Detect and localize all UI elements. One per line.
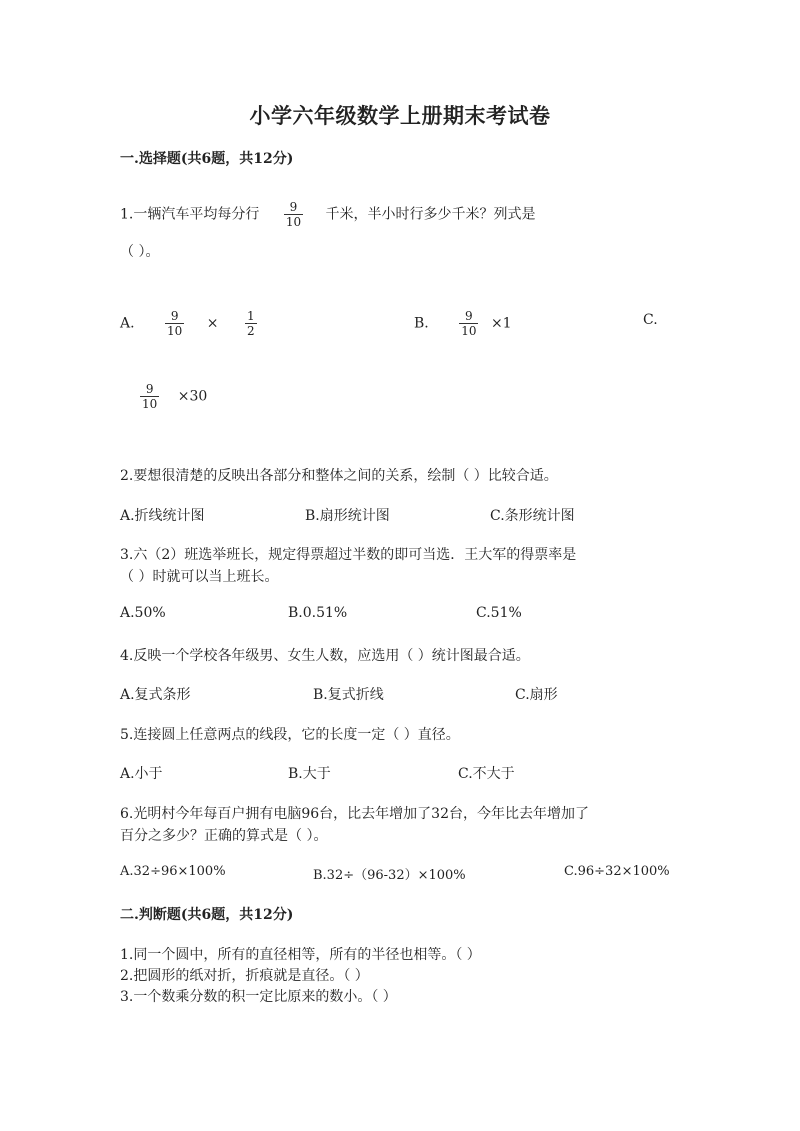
question-1-suffix: 千米，半小时行多少千米？列式是 <box>325 206 536 223</box>
question-3-line-2: （ ）时就可以当上班长。 <box>120 569 279 585</box>
question-3: 3.六（2）班选举班长，规定得票超过半数的即可当选．王大军的得票率是 <box>120 547 577 563</box>
question-1 <box>120 200 536 229</box>
fraction <box>165 309 184 338</box>
option-a[interactable]: A.复式条形 <box>120 687 191 703</box>
question-1-prefix: 1.一辆汽车平均每分行 <box>120 206 260 223</box>
option-a[interactable]: A.折线统计图 <box>120 508 205 524</box>
option-c[interactable]: C.51% <box>476 605 522 621</box>
fraction-denominator: 2 <box>246 324 255 338</box>
question-2: 2.要想很清楚的反映出各部分和整体之间的关系，绘制（ ）比较合适。 <box>120 468 558 484</box>
fraction <box>284 200 303 229</box>
fraction <box>459 309 478 338</box>
fraction <box>140 382 159 411</box>
option-b[interactable]: B.32÷（96-32）×100% <box>313 868 466 883</box>
fraction-denominator: 10 <box>285 215 302 229</box>
question-5: 5.连接圆上任意两点的线段，它的长度一定（ ）直径。 <box>120 727 460 743</box>
option-expression: ×1 <box>490 315 512 332</box>
fraction-denominator: 10 <box>167 324 183 338</box>
judgement-item-2: 2.把圆形的纸对折，折痕就是直径。（ ） <box>120 968 369 984</box>
option-b[interactable]: B.大于 <box>288 766 331 782</box>
option-c[interactable]: C.扇形 <box>515 687 558 703</box>
option-label: A. <box>120 315 135 332</box>
option-b[interactable]: B.复式折线 <box>313 687 384 703</box>
option-c[interactable]: C.条形统计图 <box>490 508 575 524</box>
fraction-numerator: 9 <box>289 200 298 214</box>
fraction-denominator: 10 <box>461 324 477 338</box>
fraction <box>245 309 257 338</box>
option-c[interactable]: C.不大于 <box>458 766 515 782</box>
question-1-line-2: （ ）。 <box>120 244 160 260</box>
option-a[interactable]: A.小于 <box>120 766 163 782</box>
option-c[interactable] <box>140 382 207 411</box>
question-6-line-2: 百分之多少？正确的算式是（ ）。 <box>120 828 328 844</box>
fraction-numerator: 9 <box>170 309 179 323</box>
fraction-numerator: 9 <box>145 382 154 396</box>
option-a[interactable] <box>120 309 257 338</box>
judgement-item-1: 1.同一个圆中，所有的直径相等，所有的半径也相等。（ ） <box>120 947 481 963</box>
question-4: 4.反映一个学校各年级男、女生人数，应选用（ ）统计图最合适。 <box>120 648 530 664</box>
option-b[interactable]: B.扇形统计图 <box>305 508 390 524</box>
fraction-denominator: 10 <box>142 397 158 411</box>
option-b[interactable] <box>414 309 512 338</box>
fraction-numerator: 1 <box>246 309 255 323</box>
option-b[interactable]: B.0.51% <box>288 605 348 621</box>
section-1-heading: 一.选择题(共6题，共12分) <box>120 151 294 167</box>
option-c-label[interactable]: C. <box>643 312 658 328</box>
question-6: 6.光明村今年每百户拥有电脑96台，比去年增加了32台，今年比去年增加了 <box>120 806 589 822</box>
multiply-sign: × <box>206 315 219 332</box>
option-expression: ×30 <box>177 388 208 405</box>
option-label: B. <box>414 315 429 332</box>
judgement-item-3: 3.一个数乘分数的积一定比原来的数小。（ ） <box>120 989 397 1005</box>
exam-title: 小学六年级数学上册期末考试卷 <box>249 103 551 128</box>
fraction-numerator: 9 <box>465 309 473 323</box>
option-a[interactable]: A.32÷96×100% <box>120 864 226 879</box>
section-2-heading: 二.判断题(共6题，共12分) <box>120 907 294 923</box>
option-a[interactable]: A.50% <box>120 605 166 621</box>
option-c[interactable]: C.96÷32×100% <box>564 864 670 879</box>
